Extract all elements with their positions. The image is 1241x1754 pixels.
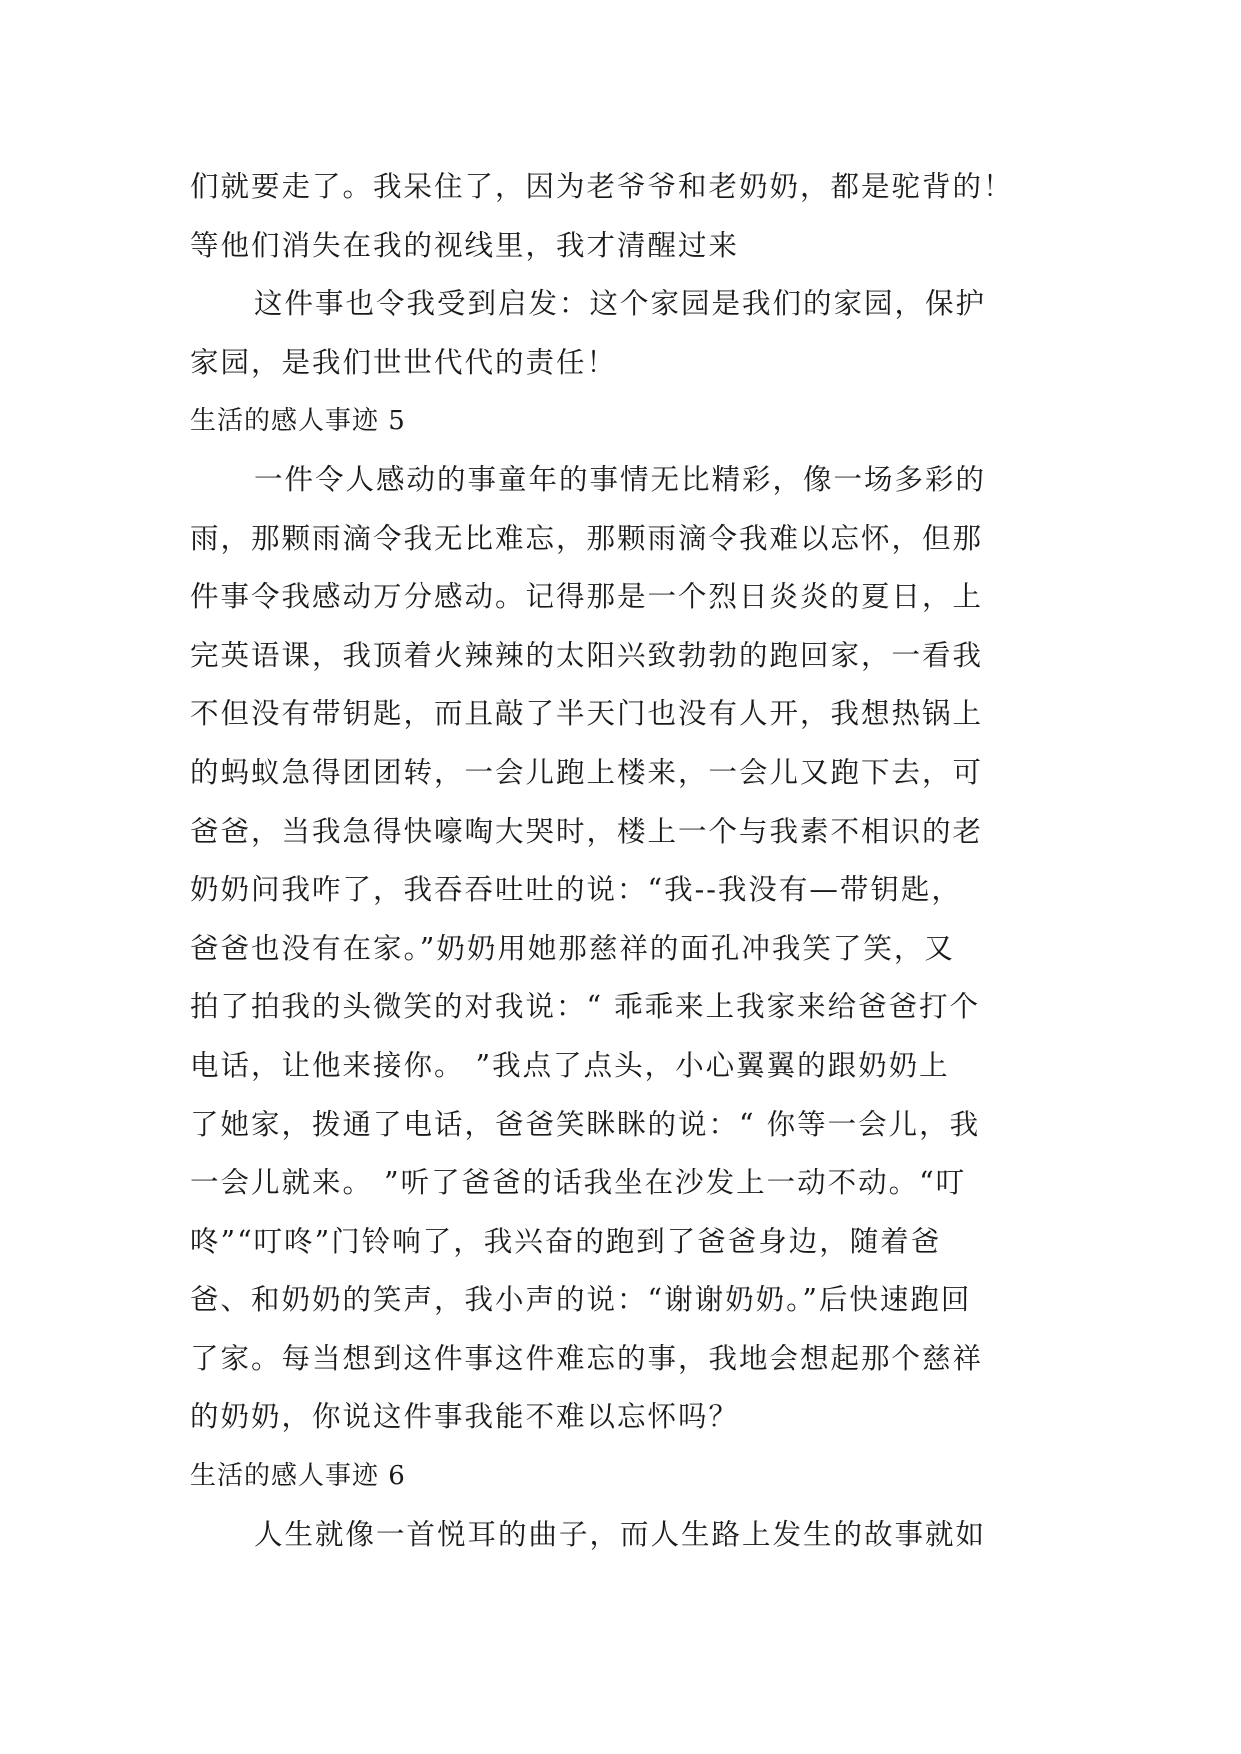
text-line: 电话，让他来接你。 ”我点了点头，小心翼翼的跟奶奶上 — [190, 1048, 950, 1082]
text-line: 爸、和奶奶的笑声，我小声的说：“谢谢奶奶。”后快速跑回 — [190, 1283, 972, 1317]
text-line: 奶奶问我咋了，我吞吞吐吐的说：“我--我没有—带钥匙， — [190, 873, 962, 907]
section-heading-6: 生活的感人事迹 6 — [190, 1461, 406, 1492]
text-line: 了家。每当想到这件事这件难忘的事，我地会想起那个慈祥 — [190, 1341, 984, 1375]
text-line: 家园，是我们世世代代的责任！ — [190, 345, 618, 379]
text-line: 咚”“叮咚”门铃响了，我兴奋的跑到了爸爸身边，随着爸 — [190, 1224, 942, 1258]
text-line: 的蚂蚁急得团团转，一会儿跑上楼来，一会儿又跑下去，可 — [190, 755, 984, 789]
text-line: 拍了拍我的头微笑的对我说：“ 乖乖来上我家来给爸爸打个 — [190, 990, 981, 1024]
body-text — [190, 158, 1058, 1564]
text-line: 了她家，拨通了电话，爸爸笑眯眯的说：“ 你等一会儿，我 — [190, 1107, 981, 1141]
text-line: 等他们消失在我的视线里，我才清醒过来 — [190, 228, 740, 262]
text-line: 一会儿就来。 ”听了爸爸的话我坐在沙发上一动不动。“叮 — [190, 1166, 967, 1200]
text-line: 完英语课，我顶着火辣辣的太阳兴致勃勃的跑回家，一看我 — [190, 638, 984, 672]
paragraph-start-line: 这件事也令我受到启发：这个家园是我们的家园，保护 — [254, 287, 987, 321]
text-line: 雨，那颗雨滴令我无比难忘，那颗雨滴令我难以忘怀，但那 — [190, 521, 984, 555]
paragraph-start-line: 人生就像一首悦耳的曲子，而人生路上发生的故事就如 — [254, 1517, 987, 1551]
text-line: 件事令我感动万分感动。记得那是一个烈日炎炎的夏日，上 — [190, 580, 984, 614]
text-line: 不但没有带钥匙，而且敲了半天门也没有人开，我想热锅上 — [190, 697, 984, 731]
text-line: 的奶奶，你说这件事我能不难以忘怀吗？ — [190, 1400, 740, 1434]
text-line: 爸爸，当我急得快嚎啕大哭时，楼上一个与我素不相识的老 — [190, 814, 984, 848]
section-heading-5: 生活的感人事迹 5 — [190, 406, 406, 437]
text-line: 爸爸也没有在家。”奶奶用她那慈祥的面孔冲我笑了笑，又 — [190, 931, 955, 965]
paragraph-start-line: 一件令人感动的事童年的事情无比精彩，像一场多彩的 — [254, 462, 987, 496]
text-line: 们就要走了。我呆住了，因为老爷爷和老奶奶，都是驼背的！ — [190, 170, 1014, 203]
